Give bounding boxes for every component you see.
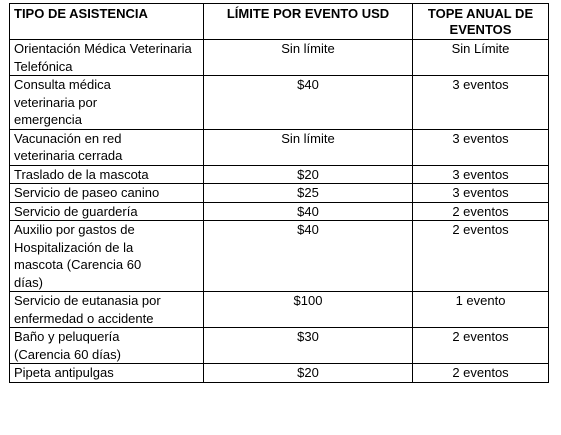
limit-cell: $20 [204,364,413,383]
assistance-type-cell [10,129,204,165]
assistance-type-cell: Servicio de paseo canino [10,184,204,203]
limit-cell: $30 [204,328,413,364]
limit-cell: $40 [204,76,413,130]
annual-cap-cell: 2 eventos [413,364,549,383]
table-row [10,221,549,292]
assistance-type-cell [10,292,204,328]
assistance-type-cell: Orientación Médica Veterinaria Telefónica [10,40,204,76]
header-assistance-type: TIPO DE ASISTENCIA [10,4,204,40]
table-row [10,40,549,76]
table-header-row [10,4,549,40]
limit-cell: Sin límite [204,40,413,76]
assistance-type-cell [10,76,204,130]
assistance-type-cell: Pipeta antipulgas [10,364,204,383]
annual-cap-cell: 3 eventos [413,76,549,130]
table-row [10,202,549,221]
annual-cap-cell: 3 eventos [413,129,549,165]
limit-cell: $100 [204,292,413,328]
assistance-type-cell: Servicio de guardería [10,202,204,221]
assistance-type-text: Consulta médica veterinaria por emergencia [14,77,111,127]
assistance-type-text: Vacunación en red veterinaria cerrada [14,130,123,163]
assistance-type-text: Servicio de eutanasia por enfermedad o accidente [14,293,161,326]
assistance-type-cell [10,221,204,292]
limit-cell: $40 [204,221,413,292]
annual-cap-cell: 2 eventos [413,328,549,364]
limit-cell: $40 [204,202,413,221]
table-row [10,165,549,184]
header-limit-per-event: LÍMITE POR EVENTO USD [204,4,413,40]
assistance-type-text: Auxilio por gastos de Hospitalización de la mascota (Carencia 60 días) [14,222,142,290]
assistance-table [9,3,549,383]
assistance-type-cell [10,328,204,364]
annual-cap-cell: 2 eventos [413,221,549,292]
table-row [10,364,549,383]
table-row [10,129,549,165]
assistance-type-cell: Traslado de la mascota [10,165,204,184]
table-row [10,328,549,364]
table-row [10,184,549,203]
annual-cap-cell: Sin Límite [413,40,549,76]
limit-cell: $25 [204,184,413,203]
annual-cap-cell: 3 eventos [413,165,549,184]
annual-cap-cell: 2 eventos [413,202,549,221]
table-row [10,292,549,328]
assistance-type-text: Baño y peluquería (Carencia 60 días) [14,329,121,362]
header-annual-cap: TOPE ANUAL DE EVENTOS [413,4,549,40]
assistance-table-container [9,3,549,383]
annual-cap-cell: 1 evento [413,292,549,328]
annual-cap-cell: 3 eventos [413,184,549,203]
table-row [10,76,549,130]
limit-cell: Sin límite [204,129,413,165]
limit-cell: $20 [204,165,413,184]
